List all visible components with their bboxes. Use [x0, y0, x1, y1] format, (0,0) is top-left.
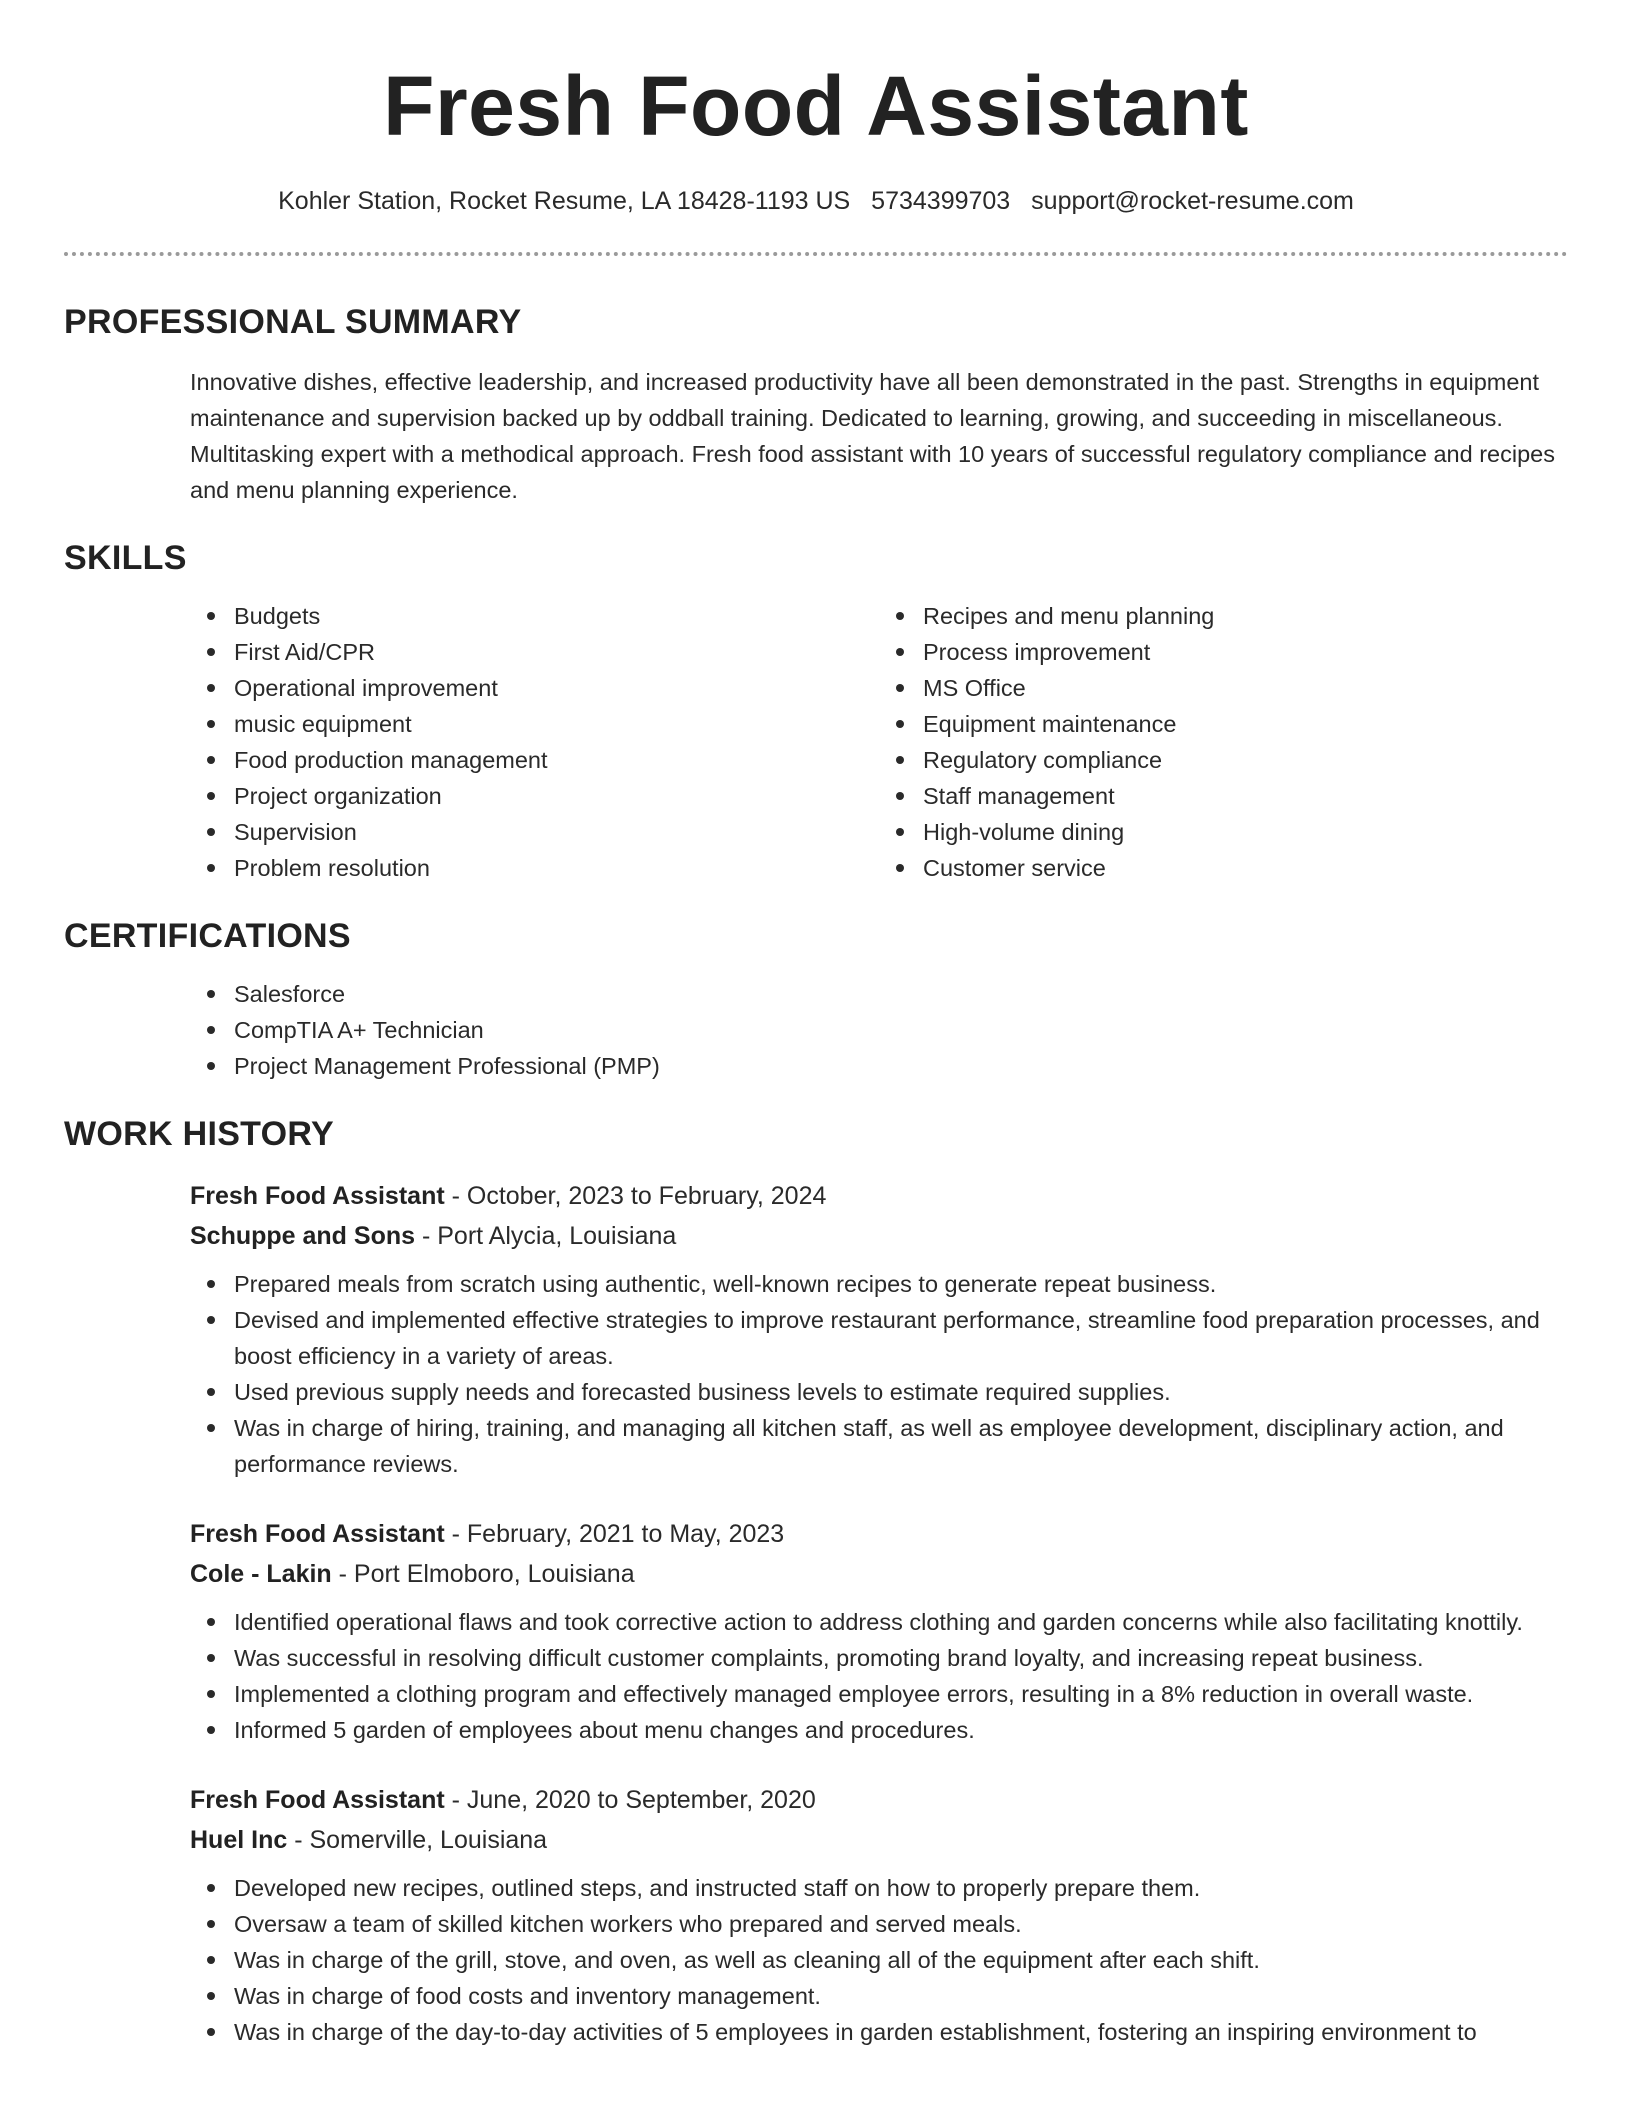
job-title-line [190, 1514, 1568, 1554]
job-company: Schuppe and Sons [190, 1222, 416, 1250]
job-company-line [190, 1820, 1568, 1860]
summary-text: Innovative dishes, effective leadership, and increased productivity have all been demonstrated in the past. Strengths in equipment maintenance and supervision backed up by oddball training. Dedicated to learning, growing, and succeeding in miscellaneous. Multitasking expert with a methodical approach. Fresh food assistant with 10 years of successful regulatory compliance and recipes and menu planning experience. [190, 369, 1555, 503]
contact-address: Kohler Station, Rocket Resume, LA 18428-1193 US [278, 187, 851, 215]
skills-section [64, 536, 1568, 886]
job-location: - Port Alycia, Louisiana [415, 1222, 677, 1250]
job-location: - Port Elmoboro, Louisiana [331, 1560, 635, 1588]
job-bullet: Developed new recipes, outlined steps, and instructed staff on how to properly prepare them. [234, 1870, 1568, 1906]
skill-item: Regulatory compliance [923, 742, 1568, 778]
work-history-section [64, 1112, 1568, 2050]
job-title-line [190, 1780, 1568, 1820]
skills-list-right [879, 598, 1568, 886]
job-company-line [190, 1216, 1568, 1256]
skill-item: Customer service [923, 850, 1568, 886]
job-company-line [190, 1554, 1568, 1594]
job-title-line [190, 1176, 1568, 1216]
job-bullets [190, 1870, 1568, 2050]
job-entry [190, 1780, 1568, 2050]
skill-item: MS Office [923, 670, 1568, 706]
summary-section [64, 300, 1568, 508]
job-bullet: Was successful in resolving difficult customer complaints, promoting brand loyalty, and increasing repeat business. [234, 1640, 1568, 1676]
job-bullet: Was in charge of hiring, training, and managing all kitchen staff, as well as employee development, disciplinary action, and performance reviews. [234, 1410, 1568, 1482]
job-dates: - June, 2020 to September, 2020 [444, 1786, 816, 1814]
certification-item: CompTIA A+ Technician [234, 1012, 1568, 1048]
job-dates: - February, 2021 to May, 2023 [444, 1520, 785, 1548]
job-bullet: Was in charge of food costs and inventory management. [234, 1978, 1568, 2014]
job-bullet: Used previous supply needs and forecasted business levels to estimate required supplies. [234, 1374, 1568, 1410]
job-bullet: Oversaw a team of skilled kitchen workers who prepared and served meals. [234, 1906, 1568, 1942]
skill-item: First Aid/CPR [234, 634, 879, 670]
skill-item: Equipment maintenance [923, 706, 1568, 742]
certifications-list [190, 976, 1568, 1084]
job-company: Cole - Lakin [190, 1560, 332, 1588]
work-history-heading: WORK HISTORY [64, 1115, 334, 1153]
job-bullet: Was in charge of the day-to-day activities of 5 employees in garden establishment, fostering an inspiring environment to [234, 2014, 1568, 2050]
job-company: Huel Inc [190, 1826, 288, 1854]
skill-item: Process improvement [923, 634, 1568, 670]
job-bullets [190, 1604, 1568, 1748]
skill-item: Problem resolution [234, 850, 879, 886]
job-entry [190, 1514, 1568, 1748]
job-location: - Somerville, Louisiana [287, 1826, 548, 1854]
job-bullet: Devised and implemented effective strategies to improve restaurant performance, streamline food preparation processes, and boost efficiency in a variety of areas. [234, 1302, 1568, 1374]
contact-phone: 5734399703 [871, 187, 1011, 215]
skills-list-left [190, 598, 879, 886]
skill-item: Recipes and menu planning [923, 598, 1568, 634]
skill-item: High-volume dining [923, 814, 1568, 850]
candidate-name: Fresh Food Assistant [383, 59, 1249, 153]
header-divider [64, 252, 1568, 256]
skill-item: Staff management [923, 778, 1568, 814]
job-bullet: Was in charge of the grill, stove, and oven, as well as cleaning all of the equipment after each shift. [234, 1942, 1568, 1978]
certification-item: Project Management Professional (PMP) [234, 1048, 1568, 1084]
certifications-heading: CERTIFICATIONS [64, 917, 351, 955]
job-bullets [190, 1266, 1568, 1482]
skill-item: Budgets [234, 598, 879, 634]
skill-item: music equipment [234, 706, 879, 742]
job-dates: - October, 2023 to February, 2024 [444, 1182, 827, 1210]
job-bullet: Prepared meals from scratch using authentic, well-known recipes to generate repeat business. [234, 1266, 1568, 1302]
job-bullet: Informed 5 garden of employees about menu changes and procedures. [234, 1712, 1568, 1748]
skills-grid [190, 598, 1568, 886]
job-bullet: Identified operational flaws and took corrective action to address clothing and garden concerns while also facilitating knottily. [234, 1604, 1568, 1640]
skill-item: Project organization [234, 778, 879, 814]
certifications-section [64, 914, 1568, 1084]
skill-item: Food production management [234, 742, 879, 778]
certification-item: Salesforce [234, 976, 1568, 1012]
job-entry [190, 1176, 1568, 1482]
job-title: Fresh Food Assistant [190, 1786, 445, 1814]
certifications-body [190, 976, 1568, 1084]
job-title: Fresh Food Assistant [190, 1520, 445, 1548]
job-bullet: Implemented a clothing program and effectively managed employee errors, resulting in a 8% reduction in overall waste. [234, 1676, 1568, 1712]
contact-email: support@rocket-resume.com [1031, 187, 1354, 215]
summary-heading: PROFESSIONAL SUMMARY [64, 303, 522, 341]
skills-heading: SKILLS [64, 539, 187, 577]
skill-item: Supervision [234, 814, 879, 850]
contact-line [64, 184, 1568, 218]
job-title: Fresh Food Assistant [190, 1182, 445, 1210]
skill-item: Operational improvement [234, 670, 879, 706]
